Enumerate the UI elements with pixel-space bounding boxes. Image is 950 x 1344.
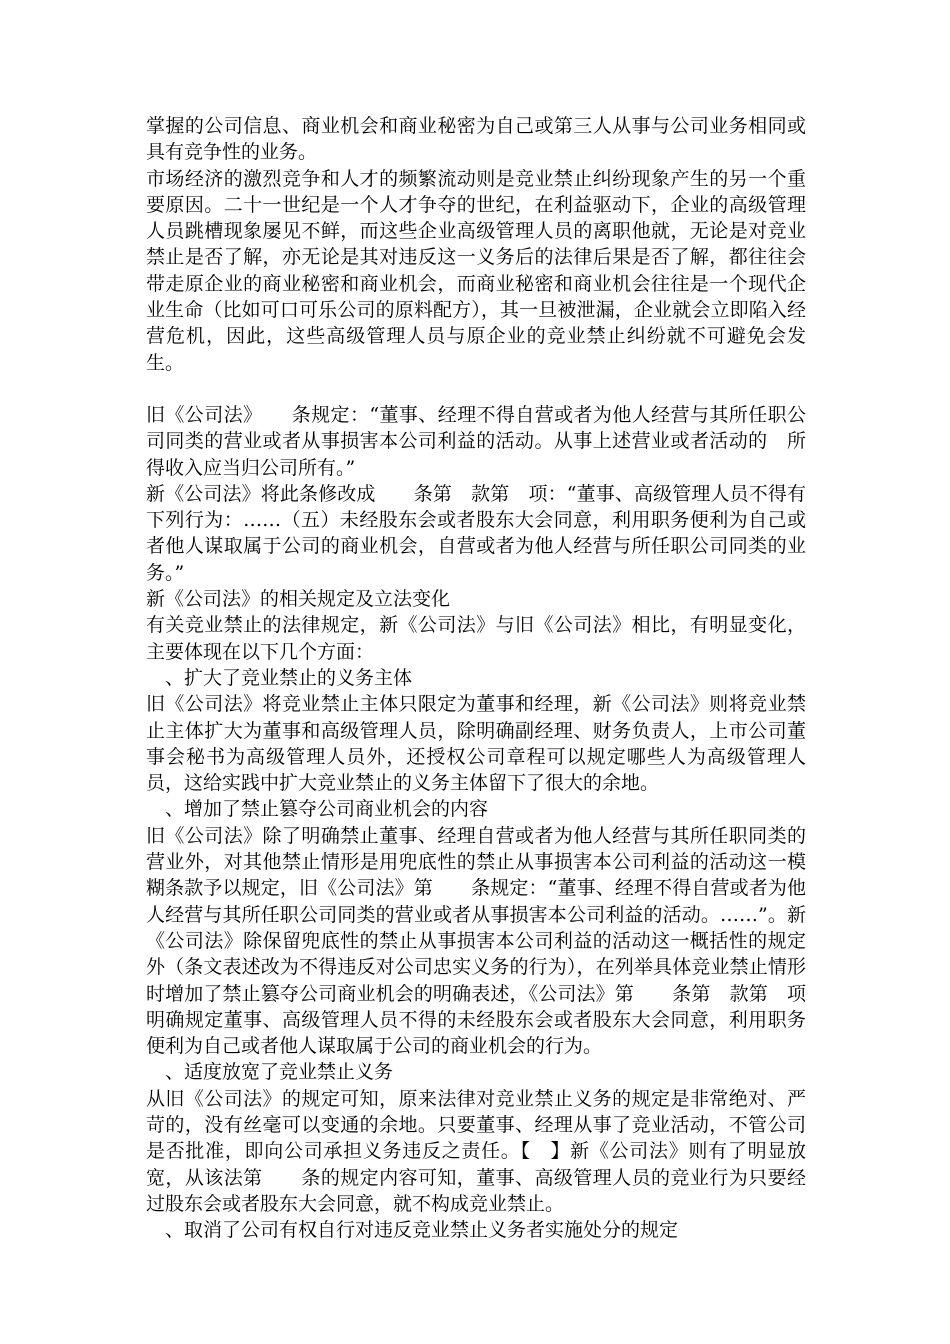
paragraph-changes-intro: 有关竞业禁止的法律规定，新《公司法》与旧《公司法》相比，有明显变化，主要体现在以下几个方面：: [146, 614, 806, 663]
paragraph-new-law-article: 新《公司法》将此条修改成 条第 款第 项：“董事、高级管理人员不得有下列行为：……（五）未经股东会或者股东大会同意，利用职务便利为自己或者他人谋取属于公司的商业机会，自营或者为他人经营与所任职公司同类的业务。”: [146, 482, 806, 584]
paragraph-market-competition: 市场经济的激烈竞争和人才的频繁流动则是竞业禁止纠纷现象产生的另一个重要原因。二十一世纪是一个人才争夺的世纪，在利益驱动下，企业的高级管理人员跳槽现象屡见不鲜，而这些企业高级管理人员的离职他就，无论是对竞业禁止是否了解，亦无论是其对违反这一义务后的法律后果是否了解，都往往会带走原企业的商业秘密和商业机会，而商业秘密和商业机会往往是一个现代企业生命（比如可口可乐公司的原料配方），其一旦被泄漏，企业就会立即陷入经营危机，因此，这些高级管理人员与原企业的竞业禁止纠纷就不可避免会发生。: [146, 167, 806, 374]
paragraph-continuation: 掌握的公司信息、商业机会和商业秘密为自己或第三人从事与公司业务相同或具有竞争性的业务。: [146, 115, 806, 164]
subheading-cancelled-sanction: 、取消了公司有权自行对违反竞业禁止义务者实施处分的规定: [146, 1219, 679, 1242]
blank-line: [146, 376, 806, 402]
subheading-business-opportunity: 、增加了禁止篡夺公司商业机会的内容: [146, 798, 489, 821]
section-heading-changes: 新《公司法》的相关规定及立法变化: [146, 588, 451, 611]
paragraph-relaxed-obligation: 从旧《公司法》的规定可知，原来法律对竞业禁止义务的规定是非常绝对、严苛的，没有丝毫可以变通的余地。只要董事、经理从事了竞业活动，不管公司是否批准，即向公司承担义务违反之责任。【 】新《公司法》则有了明显放宽，从该法第 条的规定内容可知，董事、高级管理人员的竞业行为只要经过股东会或者股东大会同意，就不构成竞业禁止。: [146, 1087, 806, 1215]
subheading-expanded-subjects: 、扩大了竞业禁止的义务主体: [146, 666, 413, 689]
paragraph-old-law-article: 旧《公司法》 条规定：“董事、经理不得自营或者为他人经营与其所任职公司同类的营业或者从事损害本公司利益的活动。从事上述营业或者活动的 所得收入应当归公司所有。”: [146, 403, 806, 479]
paragraph-expanded-subjects: 旧《公司法》将竞业禁止主体只限定为董事和经理，新《公司法》则将竞业禁止主体扩大为董事和高级管理人员，除明确副经理、财务负责人，上市公司董事会秘书为高级管理人员外，还授权公司章程可以规定哪些人为高级管理人员，这给实践中扩大竞业禁止的义务主体留下了很大的余地。: [146, 693, 806, 795]
paragraph-business-opportunity: 旧《公司法》除了明确禁止董事、经理自营或者为他人经营与其所任职同类的营业外，对其他禁止情形是用兜底性的禁止从事损害本公司利益的活动这一模糊条款予以规定，旧《公司法》第 条规定：“董事、经理不得自营或者为他人经营与其所任职公司同类的营业或者从事损害本公司利益的活动。……”。新《公司法》除保留兜底性的禁止从事损害本公司利益的活动这一概括性的规定外（条文表述改为不得违反对公司忠实义务的行为），在列举具体竞业禁止情形时增加了禁止篡夺公司商业机会的明确表述，《公司法》第 条第 款第 项明确规定董事、高级管理人员不得的未经股东会或者股东大会同意，利用职务便利为自己或者他人谋取属于公司的商业机会的行为。: [146, 824, 806, 1058]
document-page: [146, 113, 806, 1243]
subheading-relaxed-obligation: 、适度放宽了竞业禁止义务: [146, 1061, 394, 1084]
